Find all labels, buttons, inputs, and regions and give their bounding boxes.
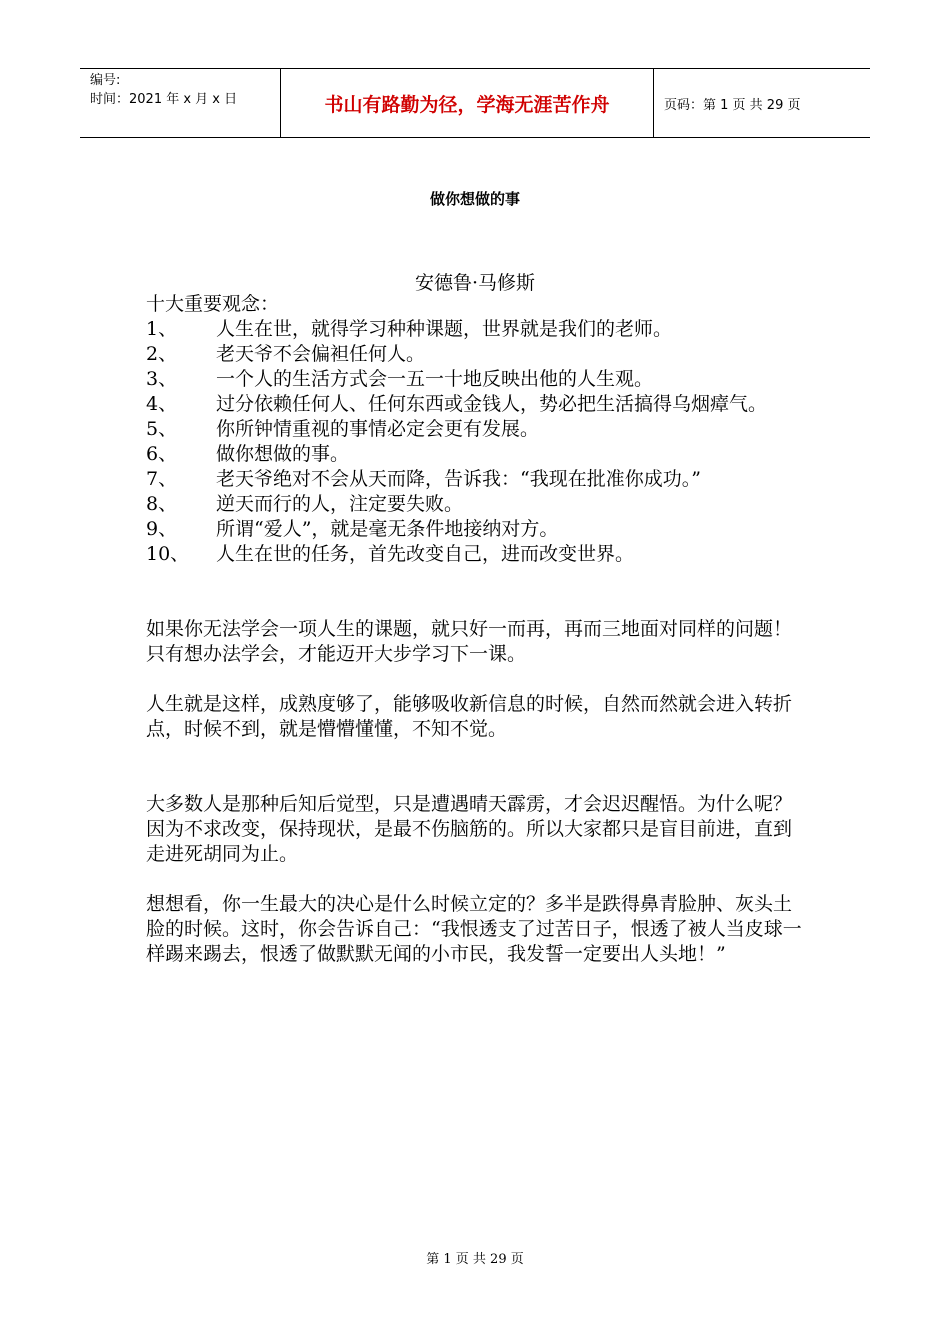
item-text: 逆天而行的人，注定要失败。 [216,493,464,515]
list-item [146,467,810,492]
time-label: 时间：2021 年 x 月 x 日 [90,92,238,107]
body-paragraph: 如果你无法学会一项人生的课题，就只好一而再，再而三地面对同样的问题！只有想办法学会，才能迈开大步学习下一课。 [146,618,793,665]
list-item [146,442,810,467]
body-paragraph: 想想看，你一生最大的决心是什么时候立定的？多半是跌得鼻青脸肿、灰头土脸的时候。这时，你会告诉自己：“我恨透支了过苦日子，恨透了被人当皮球一样踢来踢去，恨透了做默默无闻的小市民，我发誓一定要出人头地！” [146,893,802,965]
item-text: 一个人的生活方式会一五一十地反映出他的人生观。 [216,368,654,390]
page-footer: 第 1 页 共 29 页 [426,1252,524,1267]
list-intro: 十大重要观念： [146,293,280,315]
list-item [146,517,810,542]
item-text: 老天爷绝对不会从天而降，告诉我：“我现在批准你成功。” [216,468,701,490]
item-text: 人生在世的任务，首先改变自己，进而改变世界。 [216,543,635,565]
header-meta [80,69,280,137]
item-number: 3、 [146,368,178,390]
body-paragraph: 大多数人是那种后知后觉型，只是遭遇晴天霹雳，才会迟迟醒悟。为什么呢？因为不求改变，保持现状，是最不伤脑筋的。所以大家都只是盲目前进，直到走进死胡同为止。 [146,793,793,865]
body-paragraph: 人生就是这样，成熟度够了，能够吸收新信息的时候，自然而然就会进入转折点，时候不到，就是懵懵懂懂，不知不觉。 [146,693,793,740]
document-body [146,292,810,967]
item-number: 1、 [146,318,178,340]
item-number: 4、 [146,393,178,415]
page-header [80,68,870,138]
list-item [146,392,810,417]
list-item [146,492,810,517]
item-number: 2、 [146,343,178,365]
item-number: 7、 [146,468,178,490]
list-item [146,417,810,442]
item-text: 过分依赖任何人、任何东西或金钱人，势必把生活搞得乌烟瘴气。 [216,393,768,415]
document-title: 做你想做的事 [429,190,520,208]
item-text: 所谓“爱人”，就是毫无条件地接纳对方。 [216,518,559,540]
list-item [146,542,810,567]
header-page-label: 页码：第 1 页 共 29 页 [664,97,801,113]
item-text: 你所钟情重视的事情必定会更有发展。 [216,418,540,440]
list-item [146,367,810,392]
item-text: 人生在世，就得学习种种课题，世界就是我们的老师。 [216,318,673,340]
number-label: 编号: [90,73,121,88]
list-item [146,342,810,367]
author-line: 安德鲁·马修斯 [414,272,536,294]
item-number: 6、 [146,443,178,465]
item-number: 5、 [146,418,178,440]
item-number: 8、 [146,493,178,515]
list-item [146,317,810,342]
item-text: 做你想做的事。 [216,443,350,465]
item-number: 9、 [146,518,178,540]
item-number: 10、 [146,543,190,565]
header-motto: 书山有路勤为径，学海无涯苦作舟 [280,69,654,137]
item-text: 老天爷不会偏袒任何人。 [216,343,426,365]
